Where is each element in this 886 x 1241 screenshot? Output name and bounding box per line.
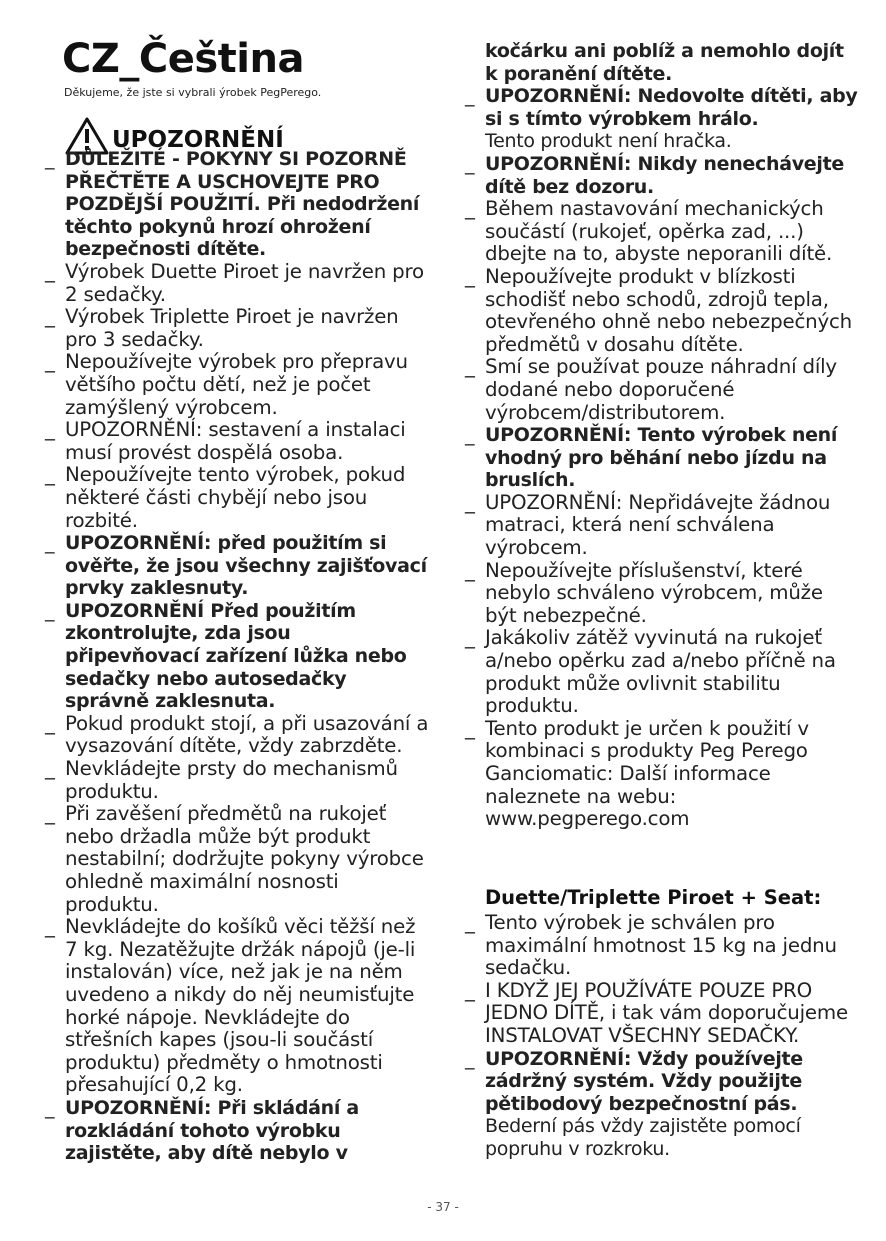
list-item: _ UPOZORNĚNÍ: Vždy používejte zádržný systém. Vždy použijte pětibodový bezpečnostní pás. Bederní pás vždy zajistěte pomocí popruhu v rozkroku. xyxy=(465,1047,803,1160)
left-warning-list xyxy=(45,148,430,1165)
warning-heading-text: UPOZORNĚNÍ xyxy=(112,127,284,153)
list-item: _ UPOZORNĚNÍ: sestavení a instalaci musí provést dospělá osoba. xyxy=(45,418,406,464)
list-item: _ UPOZORNĚNÍ: před použitím si ověřte, že jsou všechny zajišťovací prvky zaklesnuty. xyxy=(45,532,427,600)
list-item: _ Jakákoliv zátěž vyvinutá na rukojeť a/nebo opěrku zad a/nebo příčně na produkt může ovlivnit stabilitu produktu. xyxy=(465,626,836,718)
thank-you-note: Děkujeme, že jste si vybrali ýrobek PegPerego. xyxy=(64,86,322,99)
list-item: _ UPOZORNĚNÍ Před použitím zkontrolujte, zda jsou připevňovací zařízení lůžka nebo sedačky nebo autosedačky správně zaklesnuta. xyxy=(45,599,407,713)
section-list xyxy=(465,912,860,1161)
list-item: _ UPOZORNĚNÍ: Nikdy nenechávejte dítě bez dozoru. xyxy=(465,152,844,198)
list-item: _ I KDYŽ JEJ POUŽÍVÁTE POUZE PRO JEDNO DÍTĚ, i tak vám doporučujeme INSTALOVAT VŠECHNY SEDAČKY. xyxy=(465,978,848,1047)
list-item-continuation: kočárku ani poblíž a nemohlo dojít k poranění dítěte. xyxy=(485,40,844,85)
list-item: _ Výrobek Triplette Piroet je navržen pro 3 sedačky. xyxy=(45,305,399,351)
list-item: _ UPOZORNĚNÍ: Tento výrobek není vhodný pro běhání nebo jízdu na bruslích. xyxy=(465,424,838,492)
list-item: _ Smí se používat pouze náhradní díly dodané nebo doporučené výrobcem/distributorem. xyxy=(465,355,837,424)
list-item: _ Tento výrobek je schválen pro maximální hmotnost 15 kg na jednu sedačku. xyxy=(465,911,837,980)
list-item: _ DŮLEŽITÉ - POKYNY SI POZORNĚ PŘEČTĚTE A USCHOVEJTE PRO POZDĚJŠÍ POUŽITÍ. Při nedodržení těchto pokynů hrozí ohrožení bezpečnosti dítěte. xyxy=(45,148,420,261)
list-item: _ Pokud produkt stojí, a při usazování a vysazování dítěte, vždy zabrzděte. xyxy=(45,711,429,758)
list-item: _ Během nastavování mechanických součástí (rukojeť, opěrka zad, ...) dbejte na to, abyste neporanili dítě. xyxy=(465,197,833,266)
list-item: _ Nepoužívejte produkt v blízkosti schodišť nebo schodů, zdrojů tepla, otevřeného ohně nebo nebezpečných předmětů v dosahu dítěte. xyxy=(465,264,853,356)
list-item: _ Nepoužívejte tento výrobek, pokud některé části chybějí nebo jsou rozbité. xyxy=(45,463,406,532)
list-item: _ Nevkládejte prsty do mechanismů produktu. xyxy=(45,757,398,803)
list-item: _ Nevkládejte do košíků věci těžší než 7 kg. Nezatěžujte držák nápojů (je-li instalován) více, než jak je na něm uvedeno a nikdy do něj neumisťujte horké nápoje. Nevkládejte do střešních kapes (jsou-li součástí produktu) předměty o hmotnosti přesahující 0,2 kg. xyxy=(45,915,416,1097)
list-item: _ Při zavěšení předmětů na rukojeť nebo držadla může být produkt nestabilní; dodržujte pokyny výrobce ohledně maximální nosnosti produktu. xyxy=(45,802,424,916)
right-warning-list xyxy=(465,40,860,831)
list-item: _ UPOZORNĚNÍ: Nedovolte dítěti, aby si s tímto výrobkem hrálo. Tento produkt není hračka. xyxy=(465,85,858,153)
list-item: _ Nepoužívejte výrobek pro přepravu většího počtu dětí, než je počet zamýšlený výrobcem. xyxy=(45,350,408,419)
page-title: CZ_Čeština xyxy=(62,36,304,82)
page-number: - 37 - xyxy=(427,1200,459,1214)
list-item: _ UPOZORNĚNÍ: Při skládání a rozkládání tohoto výrobku zajistěte, aby dítě nebylo v xyxy=(45,1096,359,1165)
list-item: _ Výrobek Duette Piroet je navržen pro 2 sedačky. xyxy=(45,259,424,306)
list-item: _ UPOZORNĚNÍ: Nepřidávejte žádnou matraci, která není schválena výrobcem. xyxy=(465,490,831,560)
list-item: _ Tento produkt je určen k použití v kombinaci s produkty Peg Perego Ganciomatic: Další informace naleznete na webu: www.pegperego.com xyxy=(465,716,809,831)
section-title: Duette/Triplette Piroet + Seat: xyxy=(485,886,822,909)
list-item: _ Nepoužívejte příslušenství, které nebylo schváleno výrobcem, může být nebezpečné. xyxy=(465,558,823,627)
